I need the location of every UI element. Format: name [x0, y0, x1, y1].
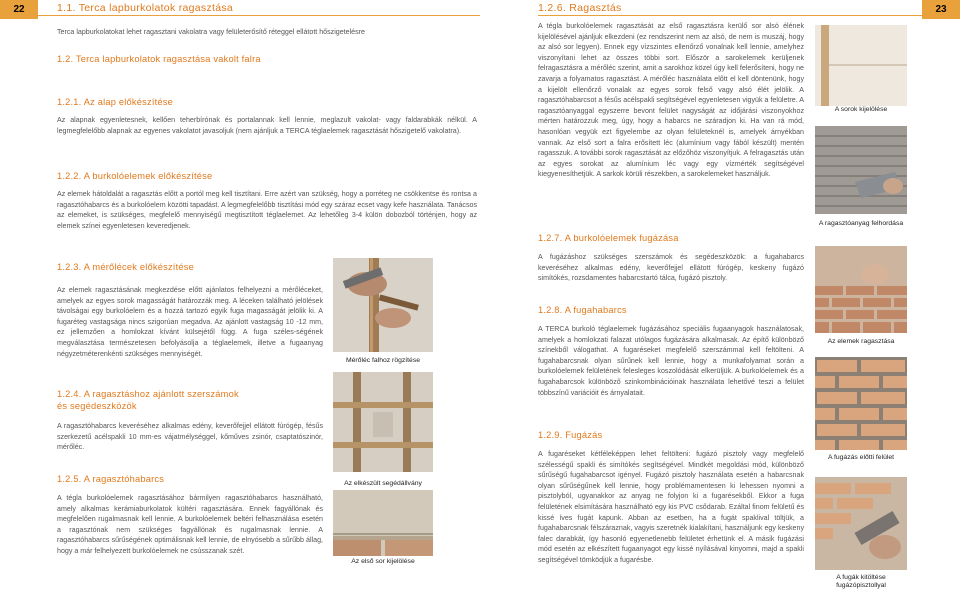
paragraph-1-2-9: A fugaréseket kétféleképpen lehet feltölteni: fugázó pisztoly vagy megfelelő szélességű spakli és simítókés segítségével. Mindkét megoldási mód, különböző sűrűségű fugahabarcsot igényel. Fugázó pisztoly használata esetén a habarcsnak olyan sűrűségűnek kell lennie, hogy problémamentesen ki lehessen nyomni a pisztolyból, ugyanakkor az anyag ne folyjon ki a fugarésekből. Ekkor a fuga felületének elsimítására használható egy kis PVC csődarab. Ezáltal finom felületű és kissé íves fugát kapunk. Abban az esetben, ha a fugát spaklival töltjük, a fugahabarcsnak félszáraznak, vagyis szeretnék kialakítani, használjunk egy keskeny falec darabkát, így hasonló egyenetlenebb felületet érhetünk el. A másik fugázási mód esetén az elkészített fugaanyagot egy kissé nyílásával kinyomni, majd a spakli segítségével tömködjük a fugarésbe.	[538, 450, 804, 564]
page-number-left: 22	[0, 0, 38, 19]
page-number-right: 23	[922, 0, 960, 19]
paragraph-1-2-1: Az alapnak egyenletesnek, kellően teherbírónak és portalannak kell lennie, meglazult vakolat- vagy faldarabkák nélkül. A legmegfelelőbb alapnak az egyenes vakolatot javasoljuk (nem ajánljuk a TERCA téglaelemek ragasztását hőszigetelő vakolatra).	[57, 116, 477, 135]
heading-1-2-8: 1.2.8. A fugahabarcs	[538, 305, 627, 315]
heading-1-2-4-line1: 1.2.4. A ragasztáshoz ajánlott szerszámok	[57, 389, 239, 399]
photo-scaffold	[333, 372, 433, 472]
running-header-right: 1.2.6. Ragasztás	[538, 2, 622, 14]
heading-1-2-3: 1.2.3. A mérőlécek előkészítése	[57, 262, 194, 272]
paragraph-1-2-2: Az elemek hátoldalát a ragasztás előtt a portól meg kell tisztítani. Erre azért van szükség, hogy a porréteg ne csökkentse és rontsa a ragasztóhabarcs és a burkolóelem közötti tapadást. A legmegfelelőbb tisztítási mód egy száraz ecset vagy kefe használata. Tanácsos az elemeket, is szükséges, megfelelő mennyiségű megtisztított téglaelemet. Az lehetőleg 3-4 külön dobozból történjen, hogy az elemek színei egyenletesen keveredjenek.	[57, 190, 477, 230]
heading-1-2-5: 1.2.5. A ragasztóhabarcs	[57, 474, 165, 484]
header-rule-right	[538, 15, 922, 16]
photo-measuring-stick	[333, 258, 433, 352]
caption-photo-5-right-line2: fugázópisztollyal	[836, 582, 886, 589]
photo-first-row	[333, 490, 433, 556]
paragraph-1-2-8: A TERCA burkoló téglaelemek fugázásához speciális fugaanyagok használatosak, amelyek a homlokzati falazat utólagos fugázására alkalmasak. Az építő különböző színekből válogathat. A fugaréseket megfelelő szerszámmal kell feltölteni. A fugahabarcsnak olyan sűrűnek kell lennie, hogy a munkafolyamat során a burkolóelemek felületének felesleges koszolódását elkerüljük. A burkolóelemek és a fugahabarcsok különböző szinkombinációinak használata lehetővé teszi a felület többszínű variációit és árnyalatait.	[538, 325, 804, 397]
caption-photo-3-left: Az első sor kijelölése	[351, 558, 415, 565]
caption-photo-1-right: A sorok kijelölése	[834, 106, 888, 113]
heading-1-2: 1.2. Terca lapburkolatok ragasztása vakolt falra	[57, 54, 261, 64]
heading-1-2-4-line2: és segédeszközök	[57, 401, 137, 411]
photo-adhesive	[815, 126, 907, 214]
intro-text: Terca lapburkolatokat lehet ragasztani vakolatra vagy felületerősítő réteggel ellátott hőszigetelésre	[57, 28, 365, 36]
paragraph-1-2-7: A fugázáshoz szükséges szerszámok és segédeszközök: a fugahabarcs keveréséhez alkalmas edény, keverőfejjel ellátott fúrógép, keskeny fugázó simítókés, rozsdamentes habarcstartó tálca, fugázó pisztoly.	[538, 253, 804, 283]
caption-photo-2-right: A ragasztóanyag felhordása	[818, 220, 904, 227]
caption-photo-3-right: Az elemek ragasztása	[827, 338, 895, 345]
heading-1-2-2: 1.2.2. A burkolóelemek előkészítése	[57, 171, 213, 181]
caption-photo-5-right-line1: A fugák kitöltése	[836, 574, 886, 581]
heading-1-2-9: 1.2.9. Fugázás	[538, 430, 603, 440]
caption-photo-1-left: Mérőléc falhoz rögzítése	[345, 357, 421, 364]
header-rule-left	[38, 15, 480, 16]
caption-photo-4-right: A fugázás előtti felület	[827, 454, 895, 461]
paragraph-1-2-3: Az elemek ragasztásának megkezdése előtt ajánlatos felhelyezni a mérőléceket, amelyek az egyes sorok magasságát határozzák meg. A léceken található jelölések távolságai egy burkolóelem és a hozzá tartozó egyik fuga magasságát jelölik ki. A fugaréteg vastagsága nincs szigorúan megadva. Az ajánlott vastagság 10 -12 mm, ez jellemzően a homlokzat kívánt külsejétől függ. A fuga széles-ségének megválasztása természetesen befolyásolja a téglaelemek, illetve a fugaanyag négyzetméterenkénti szükséges mennyiségét.	[57, 286, 323, 358]
photo-grout-gun	[815, 477, 907, 570]
photo-row-marking	[815, 25, 907, 106]
caption-photo-2-left: Az elkészült segédállvány	[344, 480, 422, 487]
paragraph-1-2-4: A ragasztóhabarcs keveréséhez alkalmas edény, keverőfejjel ellátott fúrógép, fésűs szerkezetű acélspakli 10 mm-es vájatmélységgel, kőműves zsinór, csaptatószinór, mérőléc.	[57, 422, 323, 452]
heading-1-2-7: 1.2.7. A burkolóelemek fugázása	[538, 233, 679, 243]
running-header-left: 1.1. Terca lapburkolatok ragasztása	[57, 2, 234, 14]
heading-1-2-1: 1.2.1. Az alap előkészítése	[57, 97, 174, 107]
paragraph-1-2-5: A tégla burkolóelemek ragasztásához bármilyen ragasztóhabarcs használható, amely alkalmas kerámiaburkolatok kültéri ragasztására. Ennek fagyállónak és megfelelően rugalmasnak kell lennie. A burkolóelemek beltéri felhasználása esetén a ragasztónak nem szükséges fagyállónak és rugalmasnak lennie. A ragasztóhabarcs sűrűségének optimálisnak kell lennie, de elnyósebb a sűrűbb állag, hogy a már felhelyezett burkolóelemek ne csússzanak szét.	[57, 494, 323, 555]
photo-tiling	[815, 246, 907, 333]
paragraph-1-2-6: A tégla burkolóelemek ragasztását az első ragasztásra kerülő sor alsó élének kijelölésével ajánljuk elkezdeni (ez rendszerint nem az alsó, de nem is muszáj, hogy az alsó sor legyen). Ennek egy vízszintes ellenőrző vonalnak kell lennie, amelyhez viszonyítani lehet az összes többi sort. Először a sarokelemek kerüljenek felragasztásra a mérőléc szerint, amit a sarokhoz közel úgy kell felerősíteni, hogy ne zavarja a folyamatos ragasztást. A mérőléc használata előtt el kell döntenünk, hogy a kijelölt ellenőrző vonalak az egyes sorok felső vagy alsó élét jelölik. A ragasztóhabarcsot a fésűs acélspakli segítségével egyenletesen vigyük a felületre. A ragasztóanyaggal egyszerre bevont felület nagyságát az időjárási viszonyokhoz mérten határozzuk meg, úgy, hogy a habarcs ne száradjon ki. Ha van rá mód, hasonlóan vegyük ezt figyelembe az olyan felületeknél is, amelyek árnyékban vannak. Az első sort a falra erősített léc (alumínium vagy fából készült) mentén ragasszuk. A további sorok ragasztását az előzőhöz viszonyítjuk. A felragasztás után az egyes sorokat az alumínium léc vagy egy vízmérték segítségével kiegyenesíthetjük. A sarkok körüli részekben, a sarokelemeket használjuk.	[538, 22, 804, 179]
photo-before-grouting	[815, 357, 907, 450]
